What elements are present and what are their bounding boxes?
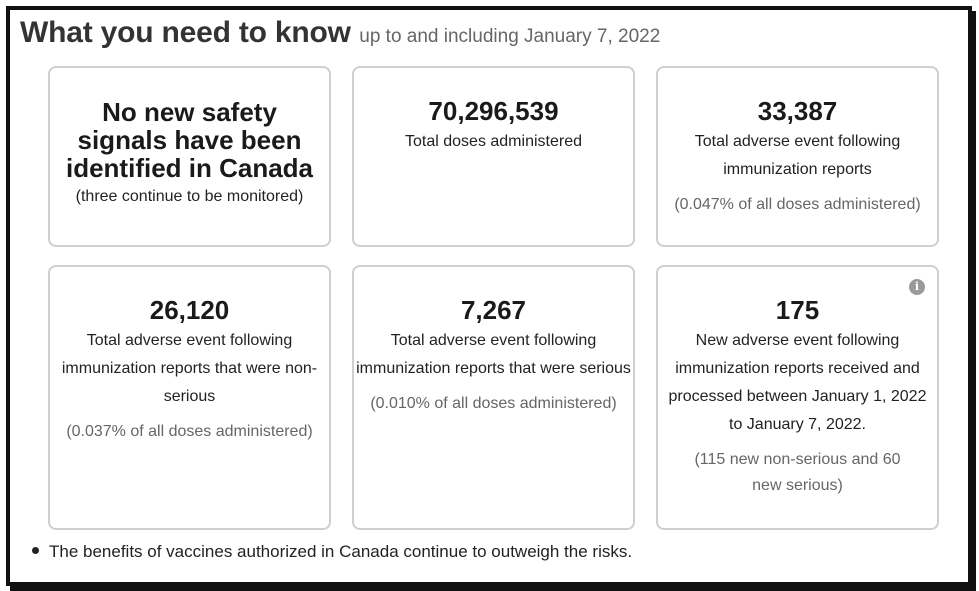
benefits-statement: The benefits of vaccines authorized in Canada continue to outweigh the risks. (49, 542, 633, 561)
total-reports-card (656, 66, 939, 247)
non-serious-note: (0.037% of all doses administered) (66, 423, 313, 440)
total-doses-value: 70,296,539 (428, 96, 559, 126)
non-serious-value: 26,120 (149, 295, 230, 325)
serious-reports-card (352, 265, 635, 530)
serious-label: Total adverse event following immunization reports that were serious (356, 332, 631, 377)
bullet-icon (32, 547, 39, 554)
total-reports-note: (0.047% of all doses administered) (674, 196, 921, 213)
total-reports-value: 33,387 (757, 96, 838, 126)
new-reports-card (656, 265, 939, 530)
new-reports-label: New adverse event following immunization reports received and processed between January 1, 2022 to January 7, 2022. (668, 332, 927, 433)
total-reports-label: Total adverse event following immunization reports (694, 133, 901, 178)
summary-panel (6, 6, 972, 586)
serious-value: 7,267 (460, 295, 527, 325)
non-serious-reports-card (48, 265, 331, 530)
safety-signals-card (48, 66, 331, 247)
list-item (32, 542, 632, 562)
total-doses-card (352, 66, 635, 247)
page-title: What you need to know (20, 16, 351, 49)
serious-note: (0.010% of all doses administered) (370, 395, 617, 412)
info-icon[interactable]: i (909, 279, 925, 295)
section-header (20, 16, 660, 50)
non-serious-label: Total adverse event following immunization reports that were non-serious (61, 332, 318, 405)
new-reports-note: (115 new non-serious and 60 new serious) (694, 451, 901, 494)
page-subtitle: up to and including January 7, 2022 (359, 26, 661, 47)
new-reports-value: 175 (775, 295, 820, 325)
total-doses-label: Total doses administered (405, 133, 582, 150)
safety-signals-note: (three continue to be monitored) (75, 188, 304, 205)
safety-signals-title: No new safety signals have been identified in Canada (65, 97, 314, 183)
